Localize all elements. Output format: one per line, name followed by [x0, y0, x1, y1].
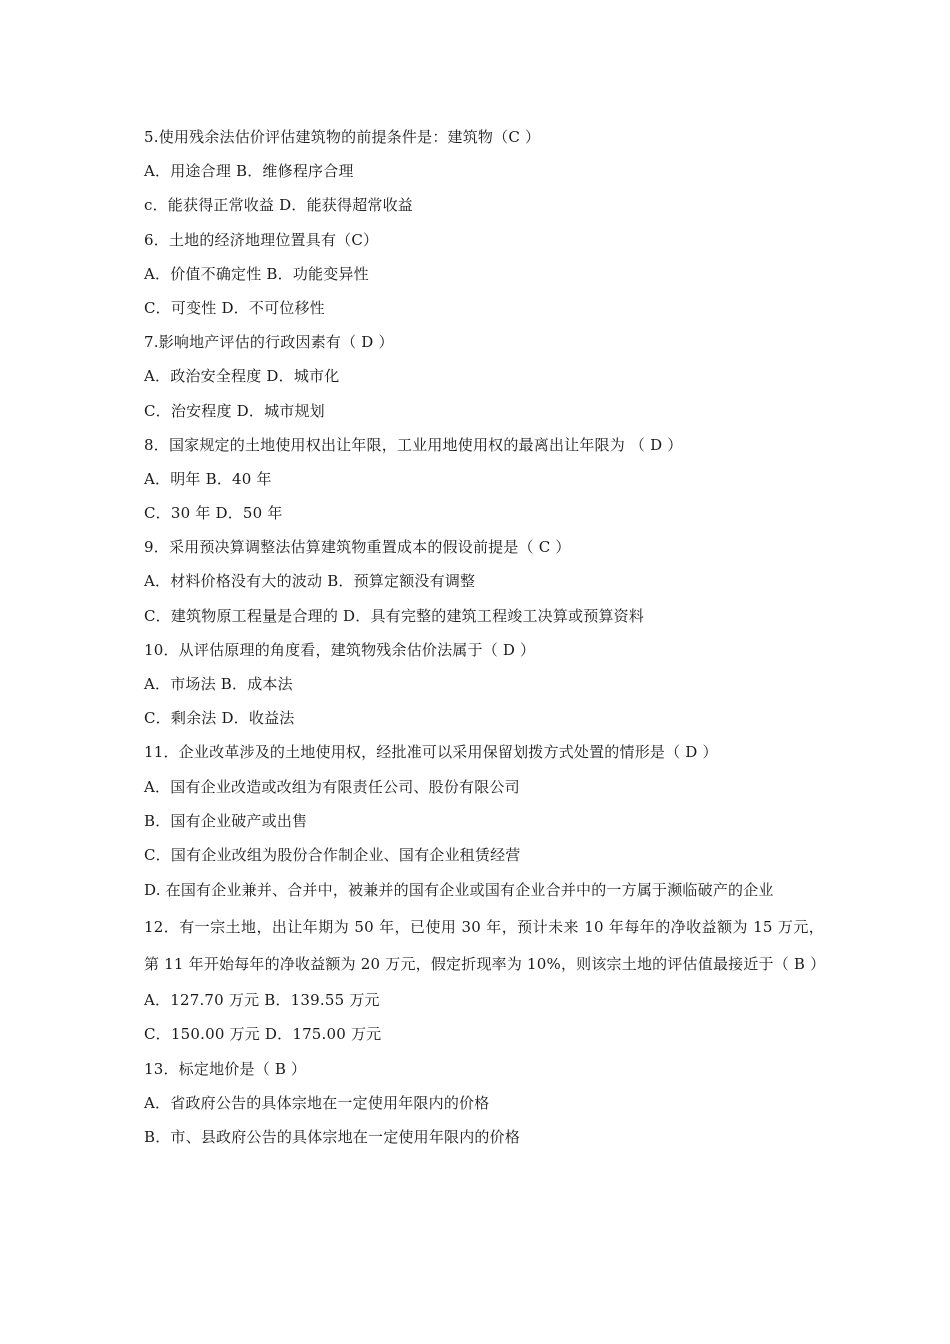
question-10-options-ab: A．市场法 B．成本法	[144, 675, 293, 693]
question-6-options-ab: A．价值不确定性 B．功能变异性	[144, 264, 369, 283]
question-12-options-ab: A．127.70 万元 B．139.55 万元	[144, 991, 380, 1010]
question-6: 6．土地的经济地理位置具有（C）	[144, 230, 379, 249]
question-5: 5.使用残余法估价评估建筑物的前提条件是：建筑物（C ）	[144, 128, 541, 146]
question-9-options-cd: C．建筑物原工程量是合理的 D．具有完整的建筑工程竣工决算或预算资料	[144, 606, 645, 625]
question-5-options-ab: A．用途合理 B．维修程序合理	[144, 162, 354, 181]
question-8-options-ab: A．明年 B．40 年	[144, 469, 272, 488]
question-12-options-cd: C．150.00 万元 D．175.00 万元	[144, 1025, 382, 1044]
question-6-options-cd: C．可变性 D．不可位移性	[144, 298, 325, 317]
question-10: 10．从评估原理的角度看，建筑物残余估价法属于（ D ）	[144, 640, 536, 659]
question-11-option-b: B．国有企业破产或出售	[144, 811, 308, 830]
question-5-options-cd: c．能获得正常收益 D．能获得超常收益	[144, 196, 413, 215]
question-7: 7.影响地产评估的行政因素有（ D ）	[144, 333, 394, 352]
document-body	[144, 120, 824, 1154]
question-9-options-ab: A．材料价格没有大的波动 B．预算定额没有调整	[144, 572, 476, 591]
question-8: 8．国家规定的土地使用权出让年限，工业用地使用权的最离出让年限为 （ D ）	[144, 435, 683, 454]
question-11-option-d: D. 在国有企业兼并、合并中，被兼并的国有企业或国有企业合并中的一方属于濒临破产的企业	[144, 881, 774, 900]
question-13: 13．标定地价是（ B ）	[144, 1059, 307, 1078]
question-11: 11．企业改革涉及的土地使用权，经批准可以采用保留划拨方式处置的情形是（ D ）	[144, 743, 718, 762]
question-12: 12．有一宗土地，出让年期为 50 年，已使用 30 年，预计未来 10 年每年的净收益额为 15 万元，第 11 年开始每年的净收益额为 20 万元，假定折现率为 10%，则该宗土地的评估值最接近于（ B ）	[144, 918, 826, 974]
question-7-options-ab: A．政治安全程度 D．城市化	[144, 367, 340, 386]
question-13-option-a: A．省政府公告的具体宗地在一定使用年限内的价格	[144, 1093, 490, 1112]
question-7-options-cd: C．治安程度 D．城市规划	[144, 401, 325, 420]
question-11-option-c: C．国有企业改组为股份合作制企业、国有企业租赁经营	[144, 845, 521, 864]
question-11-option-a: A．国有企业改造或改组为有限责任公司、股份有限公司	[144, 777, 520, 796]
question-8-options-cd: C．30 年 D．50 年	[144, 504, 283, 523]
question-10-options-cd: C．剩余法 D．收益法	[144, 709, 295, 728]
question-13-option-b: B．市、县政府公告的具体宗地在一定使用年限内的价格	[144, 1127, 521, 1146]
question-9: 9．采用预决算调整法估算建筑物重置成本的假设前提是（ C ）	[144, 538, 571, 557]
